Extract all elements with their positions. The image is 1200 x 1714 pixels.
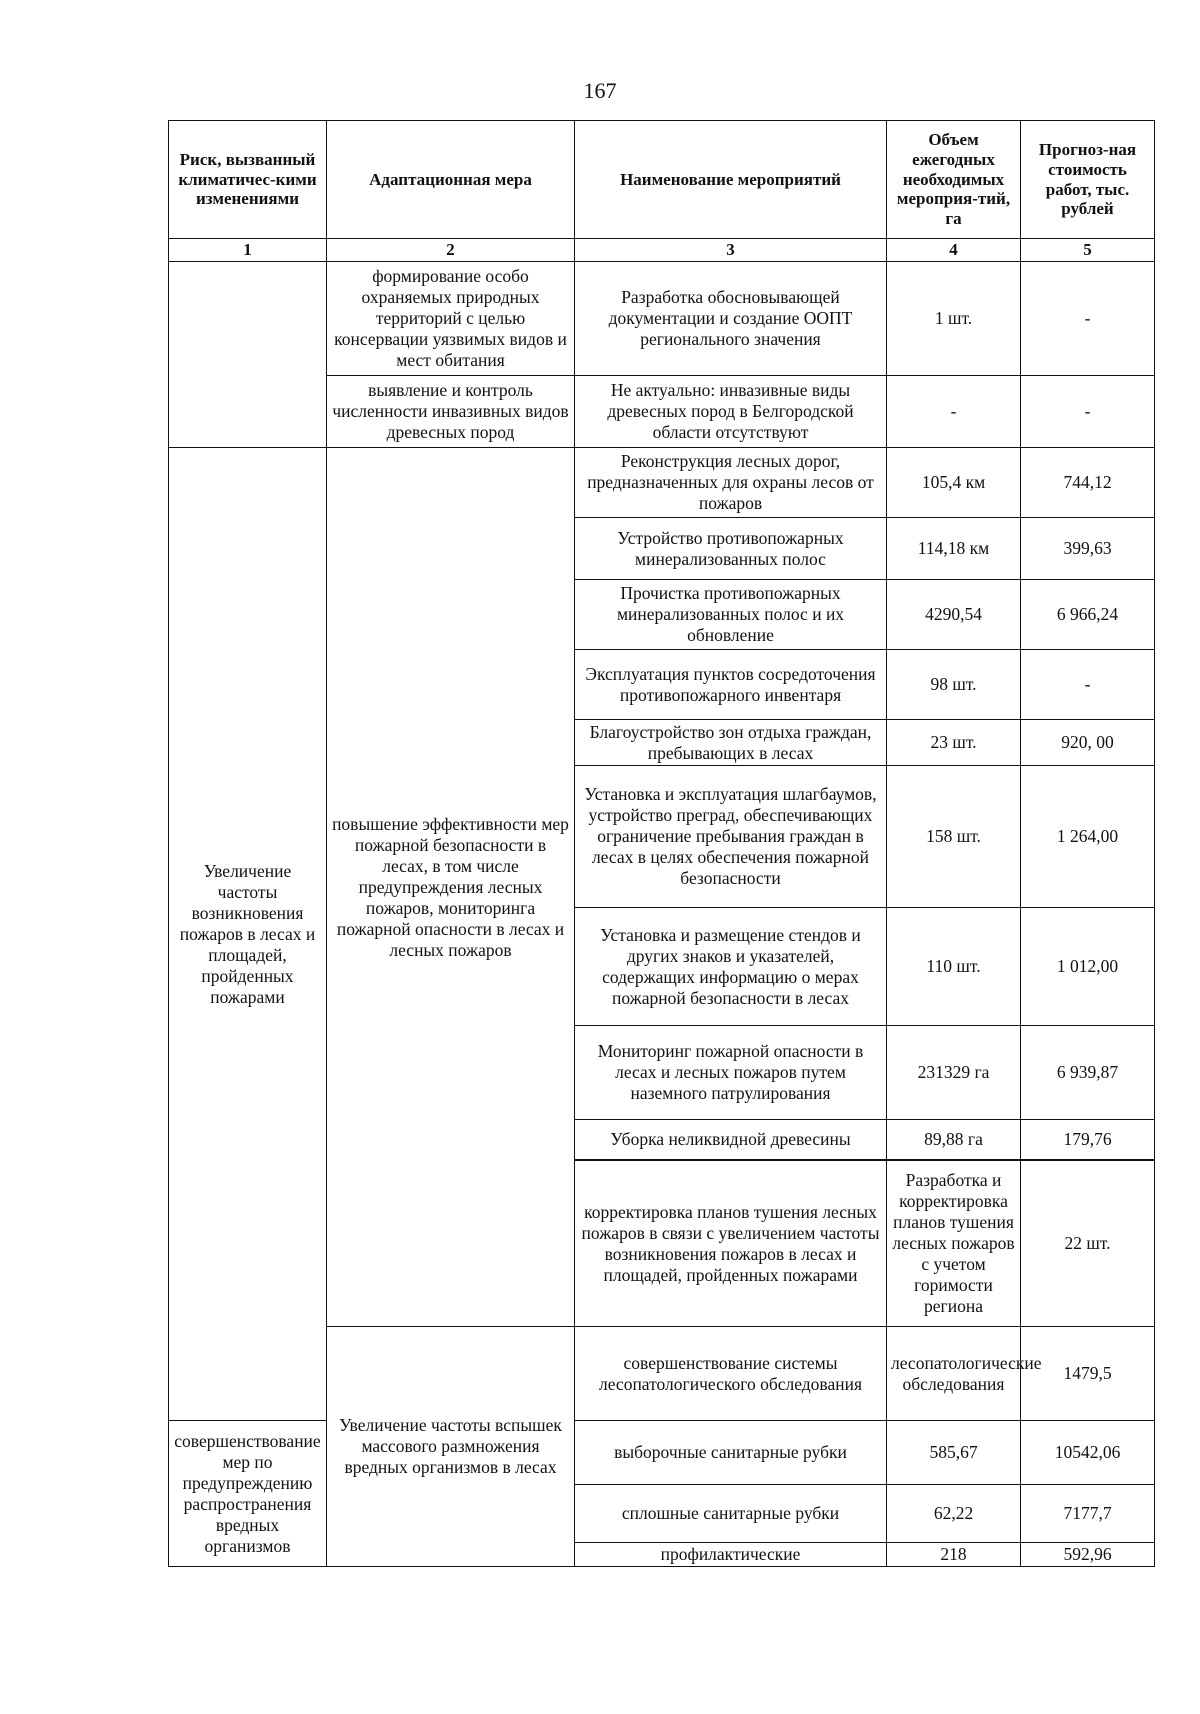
risk-cell-continued — [169, 262, 327, 448]
table-row — [169, 1421, 1155, 1485]
activity-cell: Установка и размещение стендов и других знаков и указателей, содержащих информацию о мерах пожарной безопасности в лесах — [575, 908, 887, 1026]
volume-cell: 89,88 га — [887, 1120, 1021, 1160]
volume-cell: 110 шт. — [887, 908, 1021, 1026]
volume-cell: 4290,54 — [887, 580, 1021, 650]
activity-cell: Мониторинг пожарной опасности в лесах и лесных пожаров путем наземного патрулирования — [575, 1026, 887, 1120]
measure-cell: совершенствование мер по предупреждению распространения вредных организмов — [169, 1421, 327, 1567]
header-volume: Объем ежегодных необходимых мероприя-тий, га — [887, 121, 1021, 239]
header-measure: Адаптационная мера — [327, 121, 575, 239]
column-number: 4 — [887, 239, 1021, 262]
activity-cell: Разработка и корректировка планов тушения лесных пожаров с учетом горимости региона — [887, 1161, 1021, 1327]
cost-cell: 6 966,24 — [1021, 580, 1155, 650]
activity-cell: лесопатологические обследования — [887, 1327, 1021, 1421]
volume-cell: 22 шт. — [1021, 1161, 1155, 1327]
activity-cell: сплошные санитарные рубки — [575, 1485, 887, 1543]
column-number-row — [169, 239, 1155, 262]
measure-cell: совершенствование системы лесопатологического обследования — [575, 1327, 887, 1421]
cost-cell: 1 012,00 — [1021, 908, 1155, 1026]
measure-cell: повышение эффективности мер пожарной безопасности в лесах, в том числе предупреждения лесных пожаров, мониторинга пожарной опасности в лесах и лесных пожаров — [327, 448, 575, 1327]
volume-cell: 105,4 км — [887, 448, 1021, 518]
volume-cell: 62,22 — [887, 1485, 1021, 1543]
cost-cell: 179,76 — [1021, 1120, 1155, 1160]
activity-cell: Прочистка противопожарных минерализованных полос и их обновление — [575, 580, 887, 650]
cost-cell: 6 939,87 — [1021, 1026, 1155, 1120]
activity-cell: выборочные санитарные рубки — [575, 1421, 887, 1485]
measure-cell: формирование особо охраняемых природных территорий с целью консервации уязвимых видов и мест обитания — [327, 262, 575, 376]
adaptation-measures-table — [168, 120, 1155, 1567]
table-header-row — [169, 121, 1155, 239]
volume-cell: 585,67 — [887, 1421, 1021, 1485]
cost-cell: 592,96 — [1021, 1543, 1155, 1567]
measure-cell: корректировка планов тушения лесных пожаров в связи с увеличением частоты возникновения пожаров в лесах и площадей, пройденных пожарами — [575, 1161, 887, 1327]
cost-cell: 1 264,00 — [1021, 766, 1155, 908]
volume-cell: 1 шт. — [887, 262, 1021, 376]
activity-cell: Эксплуатация пунктов сосредоточения противопожарного инвентаря — [575, 650, 887, 720]
activity-cell: Благоустройство зон отдыха граждан, пребывающих в лесах — [575, 720, 887, 766]
activity-cell: Уборка неликвидной древесины — [575, 1120, 887, 1160]
risk-cell: Увеличение частоты вспышек массового размножения вредных организмов в лесах — [327, 1327, 575, 1567]
column-number: 2 — [327, 239, 575, 262]
activity-cell: Реконструкция лесных дорог, предназначенных для охраны лесов от пожаров — [575, 448, 887, 518]
activity-cell: Установка и эксплуатация шлагбаумов, устройство преград, обеспечивающих ограничение пребывания граждан в лесах в целях обеспечения пожарной безопасности — [575, 766, 887, 908]
volume-cell: 114,18 км — [887, 518, 1021, 580]
cost-cell: - — [1021, 650, 1155, 720]
cost-cell: 744,12 — [1021, 448, 1155, 518]
header-risk: Риск, вызванный климатичес-кими изменениями — [169, 121, 327, 239]
activity-cell: Не актуально: инвазивные виды древесных пород в Белгородской области отсутствуют — [575, 376, 887, 448]
volume-cell: - — [887, 376, 1021, 448]
table-row — [169, 448, 1155, 518]
volume-cell: 231329 га — [887, 1026, 1021, 1120]
cost-cell: - — [1021, 262, 1155, 376]
column-number: 3 — [575, 239, 887, 262]
volume-cell: 218 — [887, 1543, 1021, 1567]
header-cost: Прогноз-ная стоимость работ, тыс. рублей — [1021, 121, 1155, 239]
measure-cell: выявление и контроль численности инвазивных видов древесных пород — [327, 376, 575, 448]
volume-cell: 158 шт. — [887, 766, 1021, 908]
volume-cell: 98 шт. — [887, 650, 1021, 720]
page-number: 167 — [583, 78, 617, 103]
activity-cell: Разработка обосновывающей документации и создание ООПТ регионального значения — [575, 262, 887, 376]
activity-cell: профилактические — [575, 1543, 887, 1567]
column-number: 1 — [169, 239, 327, 262]
activity-cell: Устройство противопожарных минерализованных полос — [575, 518, 887, 580]
cost-cell: - — [1021, 376, 1155, 448]
cost-cell: 920, 00 — [1021, 720, 1155, 766]
cost-cell: 399,63 — [1021, 518, 1155, 580]
risk-cell: Увеличение частоты возникновения пожаров в лесах и площадей, пройденных пожарами — [169, 448, 327, 1421]
header-activity: Наименование мероприятий — [575, 121, 887, 239]
cost-cell: 7177,7 — [1021, 1485, 1155, 1543]
table-row — [169, 262, 1155, 376]
volume-cell: 1479,5 — [1021, 1327, 1155, 1421]
cost-cell: 10542,06 — [1021, 1421, 1155, 1485]
column-number: 5 — [1021, 239, 1155, 262]
volume-cell: 23 шт. — [887, 720, 1021, 766]
